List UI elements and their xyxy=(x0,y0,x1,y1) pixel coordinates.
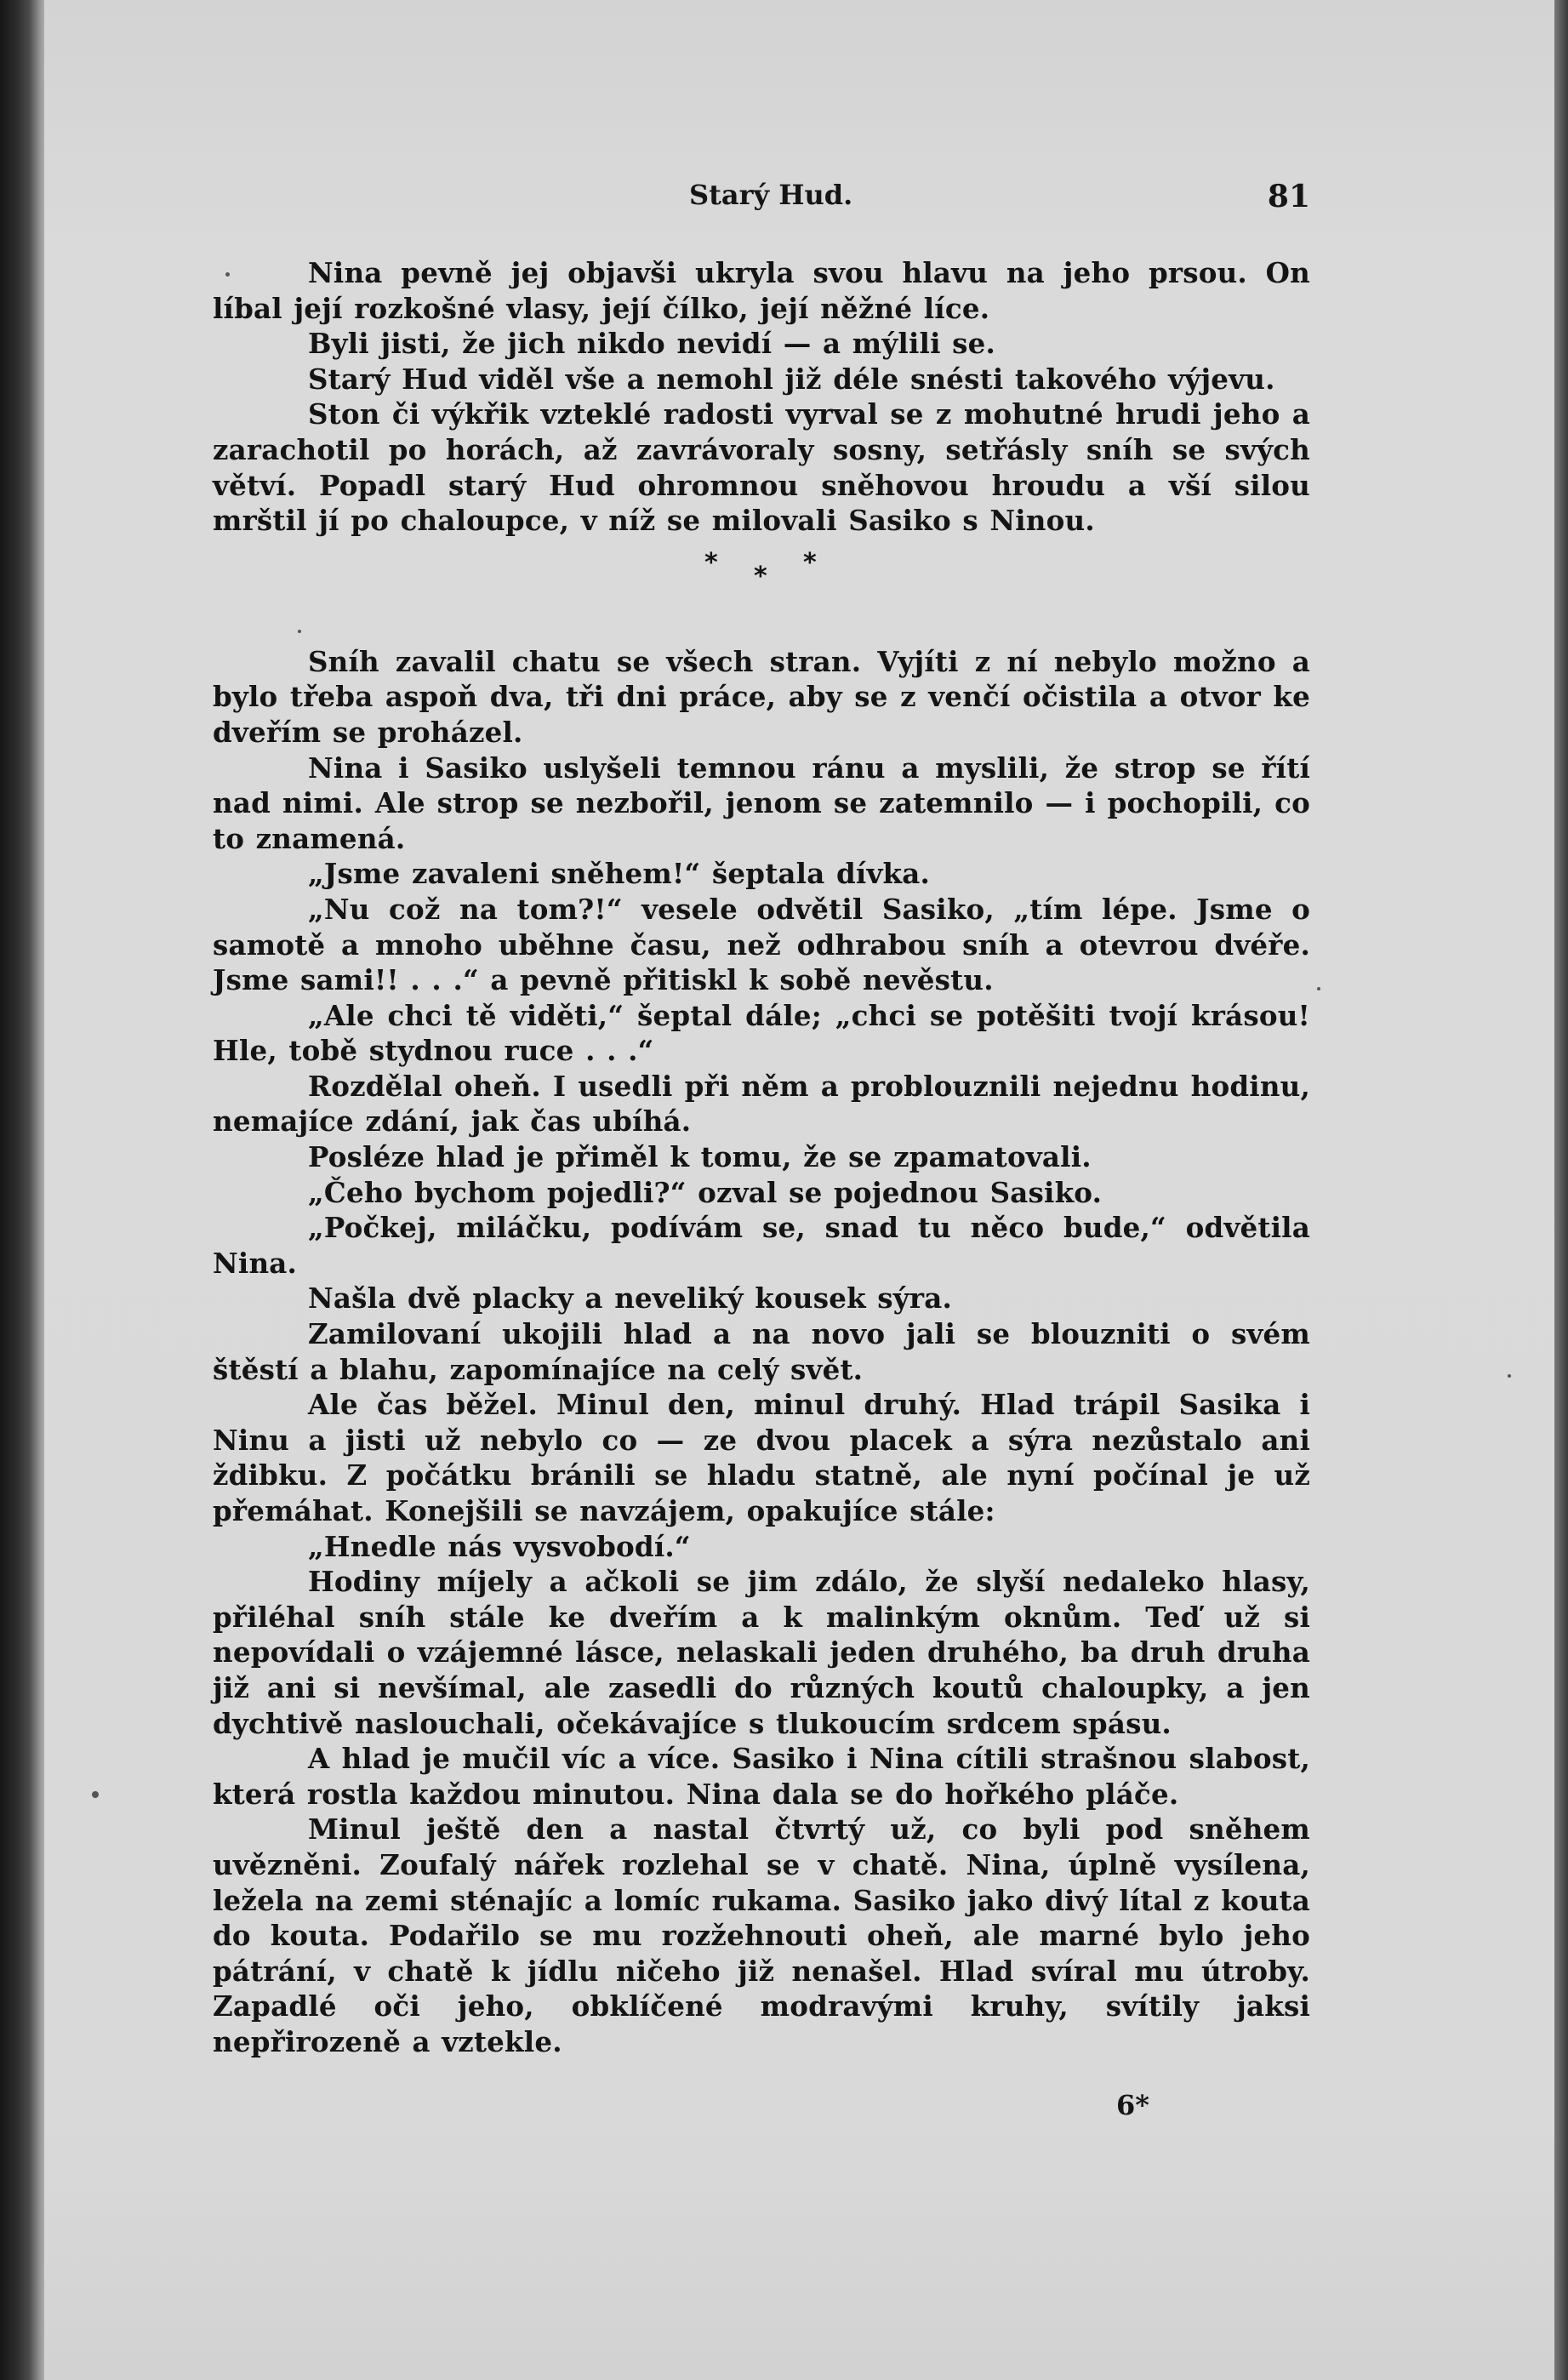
page-number: 81 xyxy=(1267,179,1310,214)
paragraph: Našla dvě placky a neveliký kousek sýra. xyxy=(308,1281,952,1316)
page-header xyxy=(213,179,1310,221)
paragraph: „Počkej, miláčku, podívám se, snad tu něco bude,“ odvětila Nina. xyxy=(213,1211,1310,1280)
paragraph: „Čeho bychom pojedli?“ ozval se pojednou Sasiko. xyxy=(308,1175,1103,1209)
paper-speck xyxy=(1317,987,1320,990)
paragraph: Minul ještě den a nastal čtvrtý už, co byli pod sněhem uvězněni. Zoufalý nářek rozlehal se v chatě. Nina, úplně vysílena, ležela na zemi sténajíc a lomíc rukama. Sasiko jako divý lítal z kouta do kouta. Podařilo se mu rozžehnouti oheň, ale marné bylo jeho pátrání, v chatě k jídlu ničeho již nenašel. Hlad svíral mu útroby. Zapadlé oči jeho, obklíčené modravými kruhy, svítily jaksi nepřirozeně a vztekle. xyxy=(213,1812,1310,2058)
paragraph: Nina pevně jej objavši ukryla svou hlavu na jeho prsou. On líbal její rozkošné vlasy, její čílko, její něžné líce. xyxy=(213,256,1310,325)
paragraph: Sníh zavalil chatu se všech stran. Vyjíti z ní nebylo možno a bylo třeba aspoň dva, tři dni práce, aby se z venčí očistila a otvor ke dveřím se proházel. xyxy=(213,644,1310,749)
paragraph: Nina i Sasiko uslyšeli temnou ránu a myslili, že strop se řítí nad nimi. Ale strop se nezbořil, jenom se zatemnilo — i pochopili, co to znamená. xyxy=(213,751,1310,855)
section-break-asterisk: * xyxy=(754,561,767,591)
section-break-asterisk: * xyxy=(803,547,817,578)
signature-mark: 6* xyxy=(1116,2089,1149,2121)
page-body xyxy=(213,255,1310,2060)
paper-speck xyxy=(298,630,301,633)
paragraph: Ston či výkřik vzteklé radosti vyrval se z mohutné hrudi jeho a zarachotil po horách, až zavrávoraly sosny, setřásly sníh se svých větví. Popadl starý Hud ohromnou sněhovou hroudu a vší silou mrštil jí po chaloupce, v níž se milovali Sasiko s Ninou. xyxy=(213,397,1310,538)
section-break xyxy=(213,539,1310,644)
paragraph: A hlad je mučil víc a více. Sasiko i Nina cítili strašnou slabost, která rostla každou minutou. Nina dala se do hořkého pláče. xyxy=(213,1742,1310,1811)
paragraph: „Ale chci tě viděti,“ šeptal dále; „chci se potěšiti tvojí krásou! Hle, tobě stydnou ruce . . .“ xyxy=(213,998,1310,1068)
paragraph: Byli jisti, že jich nikdo nevidí — a mýlili se. xyxy=(308,327,996,361)
paragraph: Ale čas běžel. Minul den, minul druhý. Hlad trápil Sasika i Ninu a jisti už nebylo co — ze dvou placek a sýra nezůstalo ani ždibku. Z počátku bránili se hladu statně, ale nyní počínal je už přemáhat. Konejšili se navzájem, opakujíce stále: xyxy=(213,1388,1310,1527)
paragraph: Starý Hud viděl vše a nemohl již déle snésti takového výjevu. xyxy=(308,362,1275,396)
paragraph: Zamilovaní ukojili hlad a na novo jali se blouzniti o svém štěstí a blahu, zapomínajíce na celý svět. xyxy=(213,1317,1310,1386)
section-break-asterisk: * xyxy=(704,547,718,578)
paragraph: Rozdělal oheň. I usedli při něm a problouznili nejednu hodinu, nemajíce zdání, jak čas ubíhá. xyxy=(213,1069,1310,1139)
paragraph: Posléze hlad je přiměl k tomu, že se zpamatovali. xyxy=(308,1140,1092,1174)
paragraph: „Nu což na tom?!“ vesele odvětil Sasiko, „tím lépe. Jsme o samotě a mnoho uběhne času, než odhrabou sníh a otevrou dvéře. Jsme sami!! . . .“ a pevně přitiskl k sobě nevěstu. xyxy=(213,892,1310,997)
running-title: Starý Hud. xyxy=(689,179,853,211)
paper-speck xyxy=(1508,1374,1511,1378)
paragraph: „Jsme zavaleni sněhem!“ šeptala dívka. xyxy=(308,857,931,891)
paragraph: „Hnedle nás vysvobodí.“ xyxy=(308,1529,691,1563)
paragraph: Hodiny míjely a ačkoli se jim zdálo, že slyší nedaleko hlasy, přiléhal sníh stále ke dveřím a k malinkým oknům. Teď už si nepovídali o vzájemné lásce, nelaskali jeden druhého, ba druh druha již ani si nevšímal, ale zasedli do různých koutů chaloupky, a jen dychtivě naslouchali, očekávajíce s tlukoucím srdcem spásu. xyxy=(213,1565,1310,1740)
paper-speck xyxy=(92,1791,99,1798)
paper-speck xyxy=(225,272,230,277)
